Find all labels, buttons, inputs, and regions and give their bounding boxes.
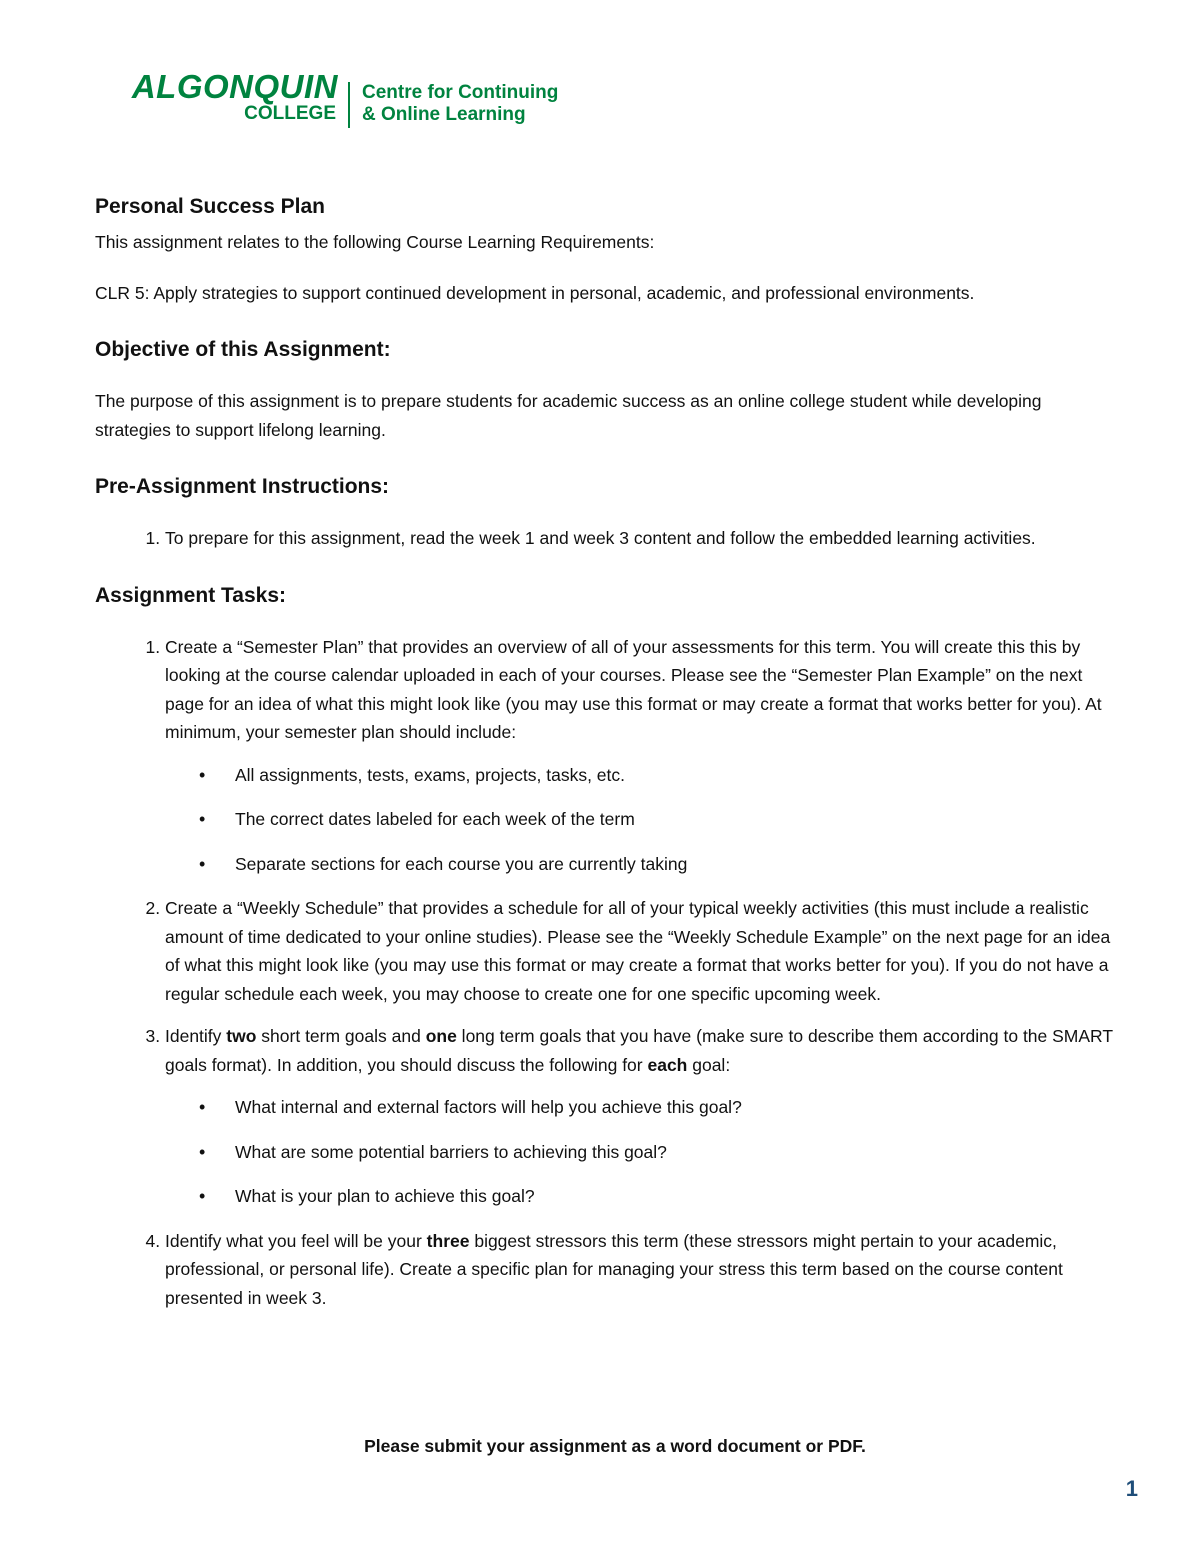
logo-centre-line2: & Online Learning — [362, 104, 526, 125]
task-3-bullets — [165, 1093, 1115, 1211]
task-2-text: Create a “Weekly Schedule” that provides a schedule for all of your typical weekly activities (this must include a realistic amount of time dedicated to your online studies). Please see the “Weekly Schedule Example” on the next page for an idea of what this might look like (you may use this format or may create a format that works better for you). If you do not have a regular schedule each week, you may choose to create one for one specific upcoming week. — [165, 898, 1111, 1004]
objective-heading: Objective of this Assignment: — [95, 338, 391, 361]
task-3-text-mid1: short term goals and — [256, 1026, 426, 1046]
page-number: 1 — [1125, 1476, 1138, 1501]
task-1-bullet: • The correct dates labeled for each week of the term — [235, 805, 1115, 834]
tasks-list — [95, 633, 1115, 1313]
logo-sub: COLLEGE — [244, 103, 336, 124]
objective-text: The purpose of this assignment is to prepare students for academic success as an online college student while developing strategies to support lifelong learning. — [95, 391, 1042, 440]
task-item-1 — [165, 633, 1115, 879]
logo-centre — [362, 82, 558, 126]
algonquin-logo — [112, 70, 582, 128]
task-3-text-mid2: long term goals that you have (make sure to describe them according to the SMART goals format). In addition, you should discuss the following for — [165, 1026, 1113, 1075]
tasks-heading: Assignment Tasks: — [95, 583, 286, 607]
task-1-bullet: • Separate sections for each course you are currently taking — [235, 850, 1115, 879]
task-1-bullet: • All assignments, tests, exams, projects, tasks, etc. — [235, 761, 1115, 790]
task-1-bullets — [165, 761, 1115, 879]
logo-divider — [348, 82, 350, 128]
task-3-bold-one: one — [425, 1026, 457, 1046]
task-3-bold-each: each — [647, 1054, 688, 1075]
logo-wordmark — [112, 70, 338, 124]
submit-instruction: Please submit your assignment as a word document or PDF. — [364, 1436, 866, 1456]
pre-assignment-list — [95, 524, 1115, 553]
document-body — [95, 192, 1115, 1326]
document-title: Personal Success Plan — [95, 195, 325, 218]
task-item-4 — [165, 1227, 1115, 1313]
task-item-2 — [165, 894, 1115, 1008]
task-4-text-post: biggest stressors this term (these stressors might pertain to your academic, professional, or personal life). Create a specific plan for managing your stress this term based on the course content presented in week 3. — [165, 1230, 1063, 1308]
task-3-bold-two: two — [226, 1026, 257, 1046]
task-1-text: Create a “Semester Plan” that provides an overview of all of your assessments for this term. You will create this this by looking at the course calendar uploaded in each of your courses. Please see the “Semester Plan Example” on the next page for an idea of what this might look like (you may use this format or may create a format that works better for you). At minimum, your semester plan should include: — [165, 636, 1102, 742]
intro-text: This assignment relates to the following Course Learning Requirements: — [95, 232, 655, 252]
pre-assignment-item: 1. To prepare for this assignment, read the week 1 and week 3 content and follow the embedded learning activities. — [165, 524, 1115, 553]
task-4-bold-three: three — [426, 1230, 470, 1251]
task-3-text-pre: Identify — [165, 1026, 227, 1046]
task-4-text-pre: Identify what you feel will be your — [165, 1230, 427, 1251]
pre-assignment-heading: Pre-Assignment Instructions: — [95, 475, 390, 498]
task-3-bullet: • What internal and external factors will help you achieve this goal? — [235, 1093, 1115, 1122]
logo-name: ALGONQUIN — [131, 68, 338, 105]
clr-text: CLR 5: Apply strategies to support continued development in personal, academic, and professional environments. — [95, 282, 975, 303]
task-item-3 — [165, 1022, 1115, 1211]
logo-centre-line1: Centre for Continuing — [362, 82, 559, 103]
task-3-bullet: • What is your plan to achieve this goal? — [235, 1182, 1115, 1211]
task-3-bullet: • What are some potential barriers to achieving this goal? — [235, 1138, 1115, 1167]
task-3-text-post: goal: — [687, 1054, 731, 1075]
